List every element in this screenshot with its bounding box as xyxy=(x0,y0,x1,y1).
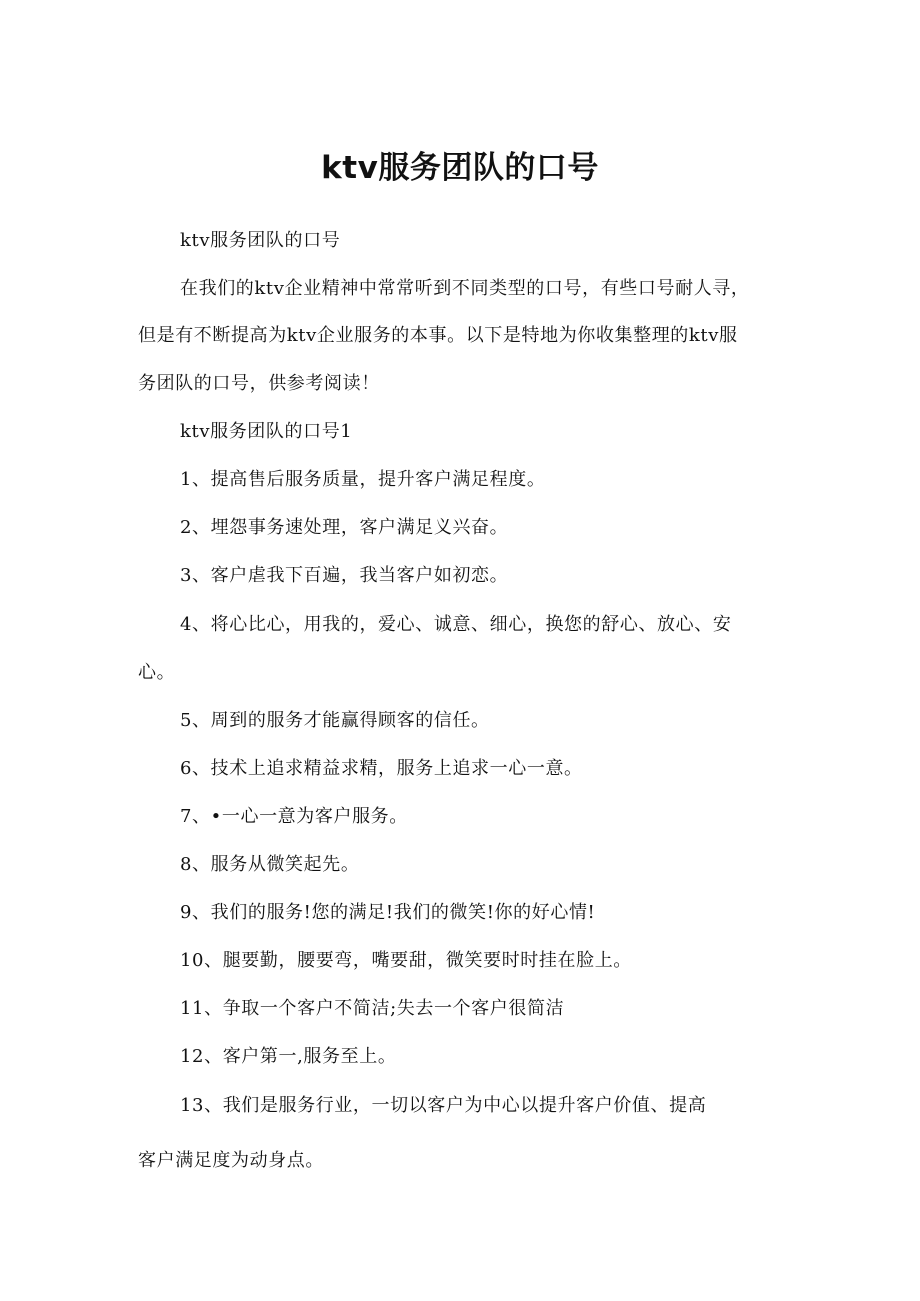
intro-line-2: 但是有不断提高为ktv企业服务的本事。以下是特地为你收集整理的ktv服 xyxy=(138,325,738,346)
slogan-item: 9、我们的服务!您的满足!我们的微笑!你的好心情! xyxy=(180,902,596,923)
slogan-item: 12、客户第一,服务至上。 xyxy=(180,1046,397,1067)
slogan-item: 11、争取一个客户不简洁;失去一个客户很简洁 xyxy=(180,998,565,1019)
slogan-item: 6、技术上追求精益求精，服务上追求一心一意。 xyxy=(180,758,583,779)
slogan-item: 2、埋怨事务速处理，客户满足义兴奋。 xyxy=(180,517,509,538)
slogan-item: 1、提高售后服务质量，提升客户满足程度。 xyxy=(180,469,546,490)
slogan-item: 4、将心比心，用我的，爱心、诚意、细心，换您的舒心、放心、安 xyxy=(180,614,732,635)
slogan-item: 8、服务从微笑起先。 xyxy=(180,854,360,875)
slogan-item: 5、周到的服务才能赢得顾客的信任。 xyxy=(180,710,490,731)
intro-line-1: 在我们的ktv企业精神中常常听到不同类型的口号，有些口号耐人寻， xyxy=(180,278,750,299)
section-heading: ktv服务团队的口号1 xyxy=(180,421,353,442)
slogan-item-continuation: 心。 xyxy=(138,662,176,683)
intro-line-3: 务团队的口号，供参考阅读！ xyxy=(138,373,380,394)
slogan-item: 10、腿要勤，腰要弯，嘴要甜，微笑要时时挂在脸上。 xyxy=(180,950,632,971)
slogan-item: 7、•一心一意为客户服务。 xyxy=(180,806,408,827)
slogan-item: 13、我们是服务行业，一切以客户为中心以提升客户价值、提高 xyxy=(180,1095,707,1116)
slogan-item: 3、客户虐我下百遍，我当客户如初恋。 xyxy=(180,565,509,586)
document-title: ktv服务团队的口号 xyxy=(321,150,599,186)
slogan-item-continuation: 客户满足度为动身点。 xyxy=(138,1150,324,1171)
document-subtitle: ktv服务团队的口号 xyxy=(180,230,341,251)
